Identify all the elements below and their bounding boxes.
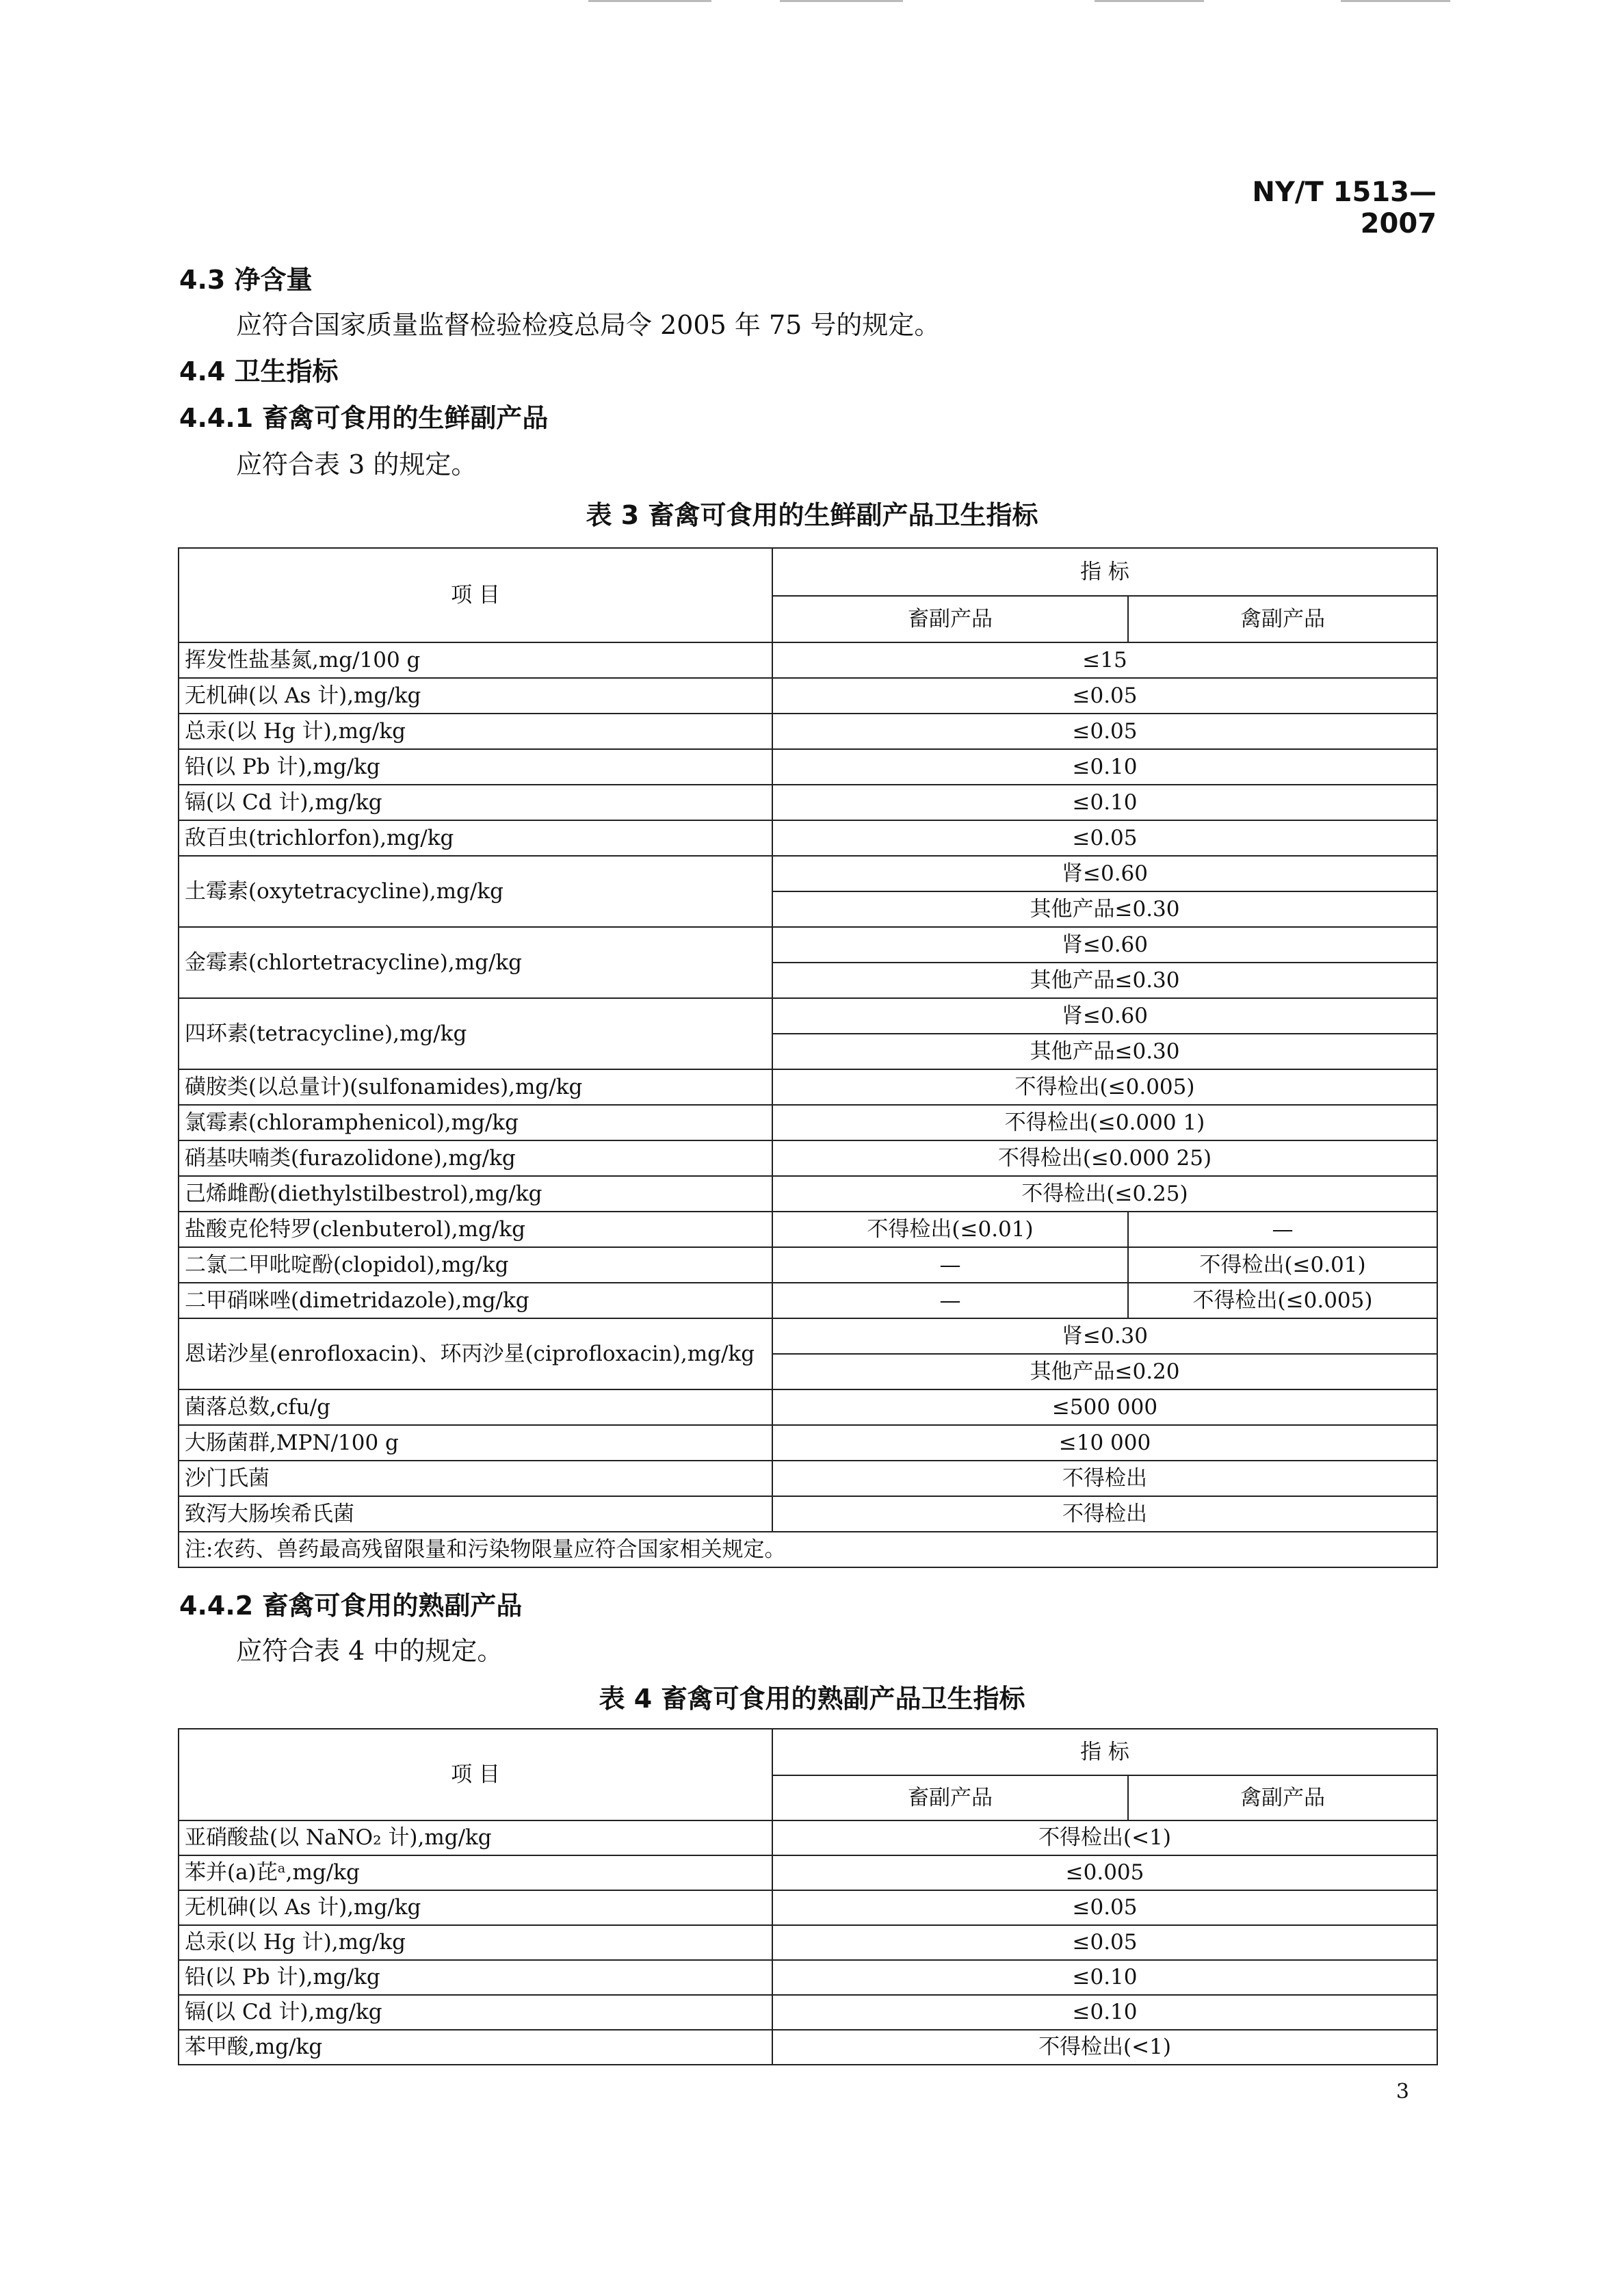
value-cell: ≤0.05 xyxy=(772,820,1437,856)
value-cell: ≤0.05 xyxy=(772,1890,1437,1925)
item-cell: 恩诺沙星(enrofloxacin)、环丙沙星(ciprofloxacin),mg/kg xyxy=(179,1318,772,1389)
value-cell: ≤500 000 xyxy=(772,1389,1437,1425)
table-row xyxy=(179,1389,1437,1425)
standard-id: NY/T 1513—2007 xyxy=(1252,177,1437,239)
table-row xyxy=(179,1212,1437,1247)
value-cell: 不得检出(<1) xyxy=(772,1820,1437,1855)
table-4 xyxy=(178,1728,1438,2065)
table-row xyxy=(179,1318,1437,1354)
item-cell: 土霉素(oxytetracycline),mg/kg xyxy=(179,856,772,927)
table-note-row xyxy=(179,1532,1437,1567)
value-cell: 肾≤0.60 xyxy=(772,856,1437,891)
livestock-cell: — xyxy=(772,1283,1128,1318)
value-cell: 其他产品≤0.20 xyxy=(772,1354,1437,1389)
scan-edge-mark xyxy=(780,0,903,2)
section-4-4-2-title: 4.4.2 畜禽可食用的熟副产品 xyxy=(179,1591,523,1621)
value-cell: ≤0.05 xyxy=(772,678,1437,714)
value-cell: 其他产品≤0.30 xyxy=(772,891,1437,927)
section-4-4-1-body: 应符合表 3 的规定。 xyxy=(236,449,477,480)
table-row xyxy=(179,1283,1437,1318)
value-cell: 其他产品≤0.30 xyxy=(772,963,1437,998)
item-cell: 镉(以 Cd 计),mg/kg xyxy=(179,1995,772,2030)
table-header-livestock: 畜副产品 xyxy=(772,1775,1128,1820)
poultry-cell: — xyxy=(1128,1212,1437,1247)
table-row xyxy=(179,749,1437,785)
table-header-livestock: 畜副产品 xyxy=(772,596,1128,642)
value-cell: 不得检出(≤0.000 1) xyxy=(772,1105,1437,1140)
table-row xyxy=(179,1496,1437,1532)
item-cell: 苯并(a)芘ᵃ,mg/kg xyxy=(179,1855,772,1890)
table-header-index: 指 标 xyxy=(772,1729,1437,1775)
item-cell: 盐酸克伦特罗(clenbuterol),mg/kg xyxy=(179,1212,772,1247)
value-cell: ≤0.005 xyxy=(772,1855,1437,1890)
item-cell: 四环素(tetracycline),mg/kg xyxy=(179,998,772,1069)
table-row xyxy=(179,2030,1437,2065)
livestock-cell: 不得检出(≤0.01) xyxy=(772,1212,1128,1247)
item-cell: 二氯二甲吡啶酚(clopidol),mg/kg xyxy=(179,1247,772,1283)
poultry-cell: 不得检出(≤0.005) xyxy=(1128,1283,1437,1318)
table-header-item: 项 目 xyxy=(179,1729,772,1820)
table-row xyxy=(179,820,1437,856)
item-cell: 硝基呋喃类(furazolidone),mg/kg xyxy=(179,1140,772,1176)
table-3 xyxy=(178,547,1438,1568)
value-cell: 不得检出 xyxy=(772,1496,1437,1532)
page-number: 3 xyxy=(1396,2080,1409,2104)
table-4-caption: 表 4 畜禽可食用的熟副产品卫生指标 xyxy=(599,1684,1025,1714)
table-row xyxy=(179,856,1437,891)
table-row xyxy=(179,927,1437,963)
value-cell: ≤10 000 xyxy=(772,1425,1437,1461)
value-cell: 不得检出 xyxy=(772,1461,1437,1496)
item-cell: 镉(以 Cd 计),mg/kg xyxy=(179,785,772,820)
value-cell: ≤0.10 xyxy=(772,1995,1437,2030)
item-cell: 菌落总数,cfu/g xyxy=(179,1389,772,1425)
table-row xyxy=(179,714,1437,749)
item-cell: 铅(以 Pb 计),mg/kg xyxy=(179,1960,772,1995)
value-cell: 其他产品≤0.30 xyxy=(772,1034,1437,1069)
table-row xyxy=(179,1820,1437,1855)
scan-edge-mark xyxy=(1341,0,1450,2)
livestock-cell: — xyxy=(772,1247,1128,1283)
table-header-poultry: 禽副产品 xyxy=(1128,596,1437,642)
value-cell: 不得检出(≤0.25) xyxy=(772,1176,1437,1212)
value-cell: 肾≤0.30 xyxy=(772,1318,1437,1354)
table-note: 注:农药、兽药最高残留限量和污染物限量应符合国家相关规定。 xyxy=(179,1532,1437,1567)
item-cell: 磺胺类(以总量计)(sulfonamides),mg/kg xyxy=(179,1069,772,1105)
item-cell: 氯霉素(chloramphenicol),mg/kg xyxy=(179,1105,772,1140)
item-cell: 挥发性盐基氮,mg/100 g xyxy=(179,642,772,678)
section-4-4-title: 4.4 卫生指标 xyxy=(179,356,339,387)
table-row xyxy=(179,1176,1437,1212)
table-row xyxy=(179,785,1437,820)
item-cell: 无机砷(以 As 计),mg/kg xyxy=(179,678,772,714)
item-cell: 总汞(以 Hg 计),mg/kg xyxy=(179,714,772,749)
value-cell: ≤0.05 xyxy=(772,714,1437,749)
value-cell: ≤0.10 xyxy=(772,1960,1437,1995)
item-cell: 苯甲酸,mg/kg xyxy=(179,2030,772,2065)
item-cell: 致泻大肠埃希氏菌 xyxy=(179,1496,772,1532)
value-cell: ≤15 xyxy=(772,642,1437,678)
section-4-3-body: 应符合国家质量监督检验检疫总局令 2005 年 75 号的规定。 xyxy=(236,310,941,340)
item-cell: 金霉素(chlortetracycline),mg/kg xyxy=(179,927,772,998)
item-cell: 二甲硝咪唑(dimetridazole),mg/kg xyxy=(179,1283,772,1318)
table-header-item: 项 目 xyxy=(179,548,772,642)
value-cell: ≤0.05 xyxy=(772,1925,1437,1960)
value-cell: ≤0.10 xyxy=(772,785,1437,820)
scan-edge-mark xyxy=(1095,0,1204,2)
table-row xyxy=(179,998,1437,1034)
table-row xyxy=(179,1960,1437,1995)
section-4-4-2-body: 应符合表 4 中的规定。 xyxy=(236,1636,503,1666)
item-cell: 无机砷(以 As 计),mg/kg xyxy=(179,1890,772,1925)
value-cell: 肾≤0.60 xyxy=(772,927,1437,963)
table-header-index: 指 标 xyxy=(772,548,1437,596)
table-row xyxy=(179,1855,1437,1890)
value-cell: 肾≤0.60 xyxy=(772,998,1437,1034)
value-cell: 不得检出(≤0.005) xyxy=(772,1069,1437,1105)
item-cell: 亚硝酸盐(以 NaNO₂ 计),mg/kg xyxy=(179,1820,772,1855)
item-cell: 铅(以 Pb 计),mg/kg xyxy=(179,749,772,785)
item-cell: 敌百虫(trichlorfon),mg/kg xyxy=(179,820,772,856)
value-cell: 不得检出(<1) xyxy=(772,2030,1437,2065)
item-cell: 沙门氏菌 xyxy=(179,1461,772,1496)
table-row xyxy=(179,1140,1437,1176)
value-cell: 不得检出(≤0.000 25) xyxy=(772,1140,1437,1176)
value-cell: ≤0.10 xyxy=(772,749,1437,785)
item-cell: 己烯雌酚(diethylstilbestrol),mg/kg xyxy=(179,1176,772,1212)
table-header-poultry: 禽副产品 xyxy=(1128,1775,1437,1820)
item-cell: 总汞(以 Hg 计),mg/kg xyxy=(179,1925,772,1960)
table-row xyxy=(179,1890,1437,1925)
table-row xyxy=(179,642,1437,678)
section-4-4-1-title: 4.4.1 畜禽可食用的生鲜副产品 xyxy=(179,403,549,433)
table-3-caption: 表 3 畜禽可食用的生鲜副产品卫生指标 xyxy=(586,500,1038,530)
section-4-3-title: 4.3 净含量 xyxy=(179,265,313,295)
table-row xyxy=(179,1995,1437,2030)
table-row xyxy=(179,1461,1437,1496)
poultry-cell: 不得检出(≤0.01) xyxy=(1128,1247,1437,1283)
item-cell: 大肠菌群,MPN/100 g xyxy=(179,1425,772,1461)
scan-edge-mark xyxy=(588,0,711,2)
table-row xyxy=(179,1069,1437,1105)
table-row xyxy=(179,1925,1437,1960)
table-row xyxy=(179,1105,1437,1140)
table-row xyxy=(179,1247,1437,1283)
table-row xyxy=(179,1425,1437,1461)
table-row xyxy=(179,678,1437,714)
